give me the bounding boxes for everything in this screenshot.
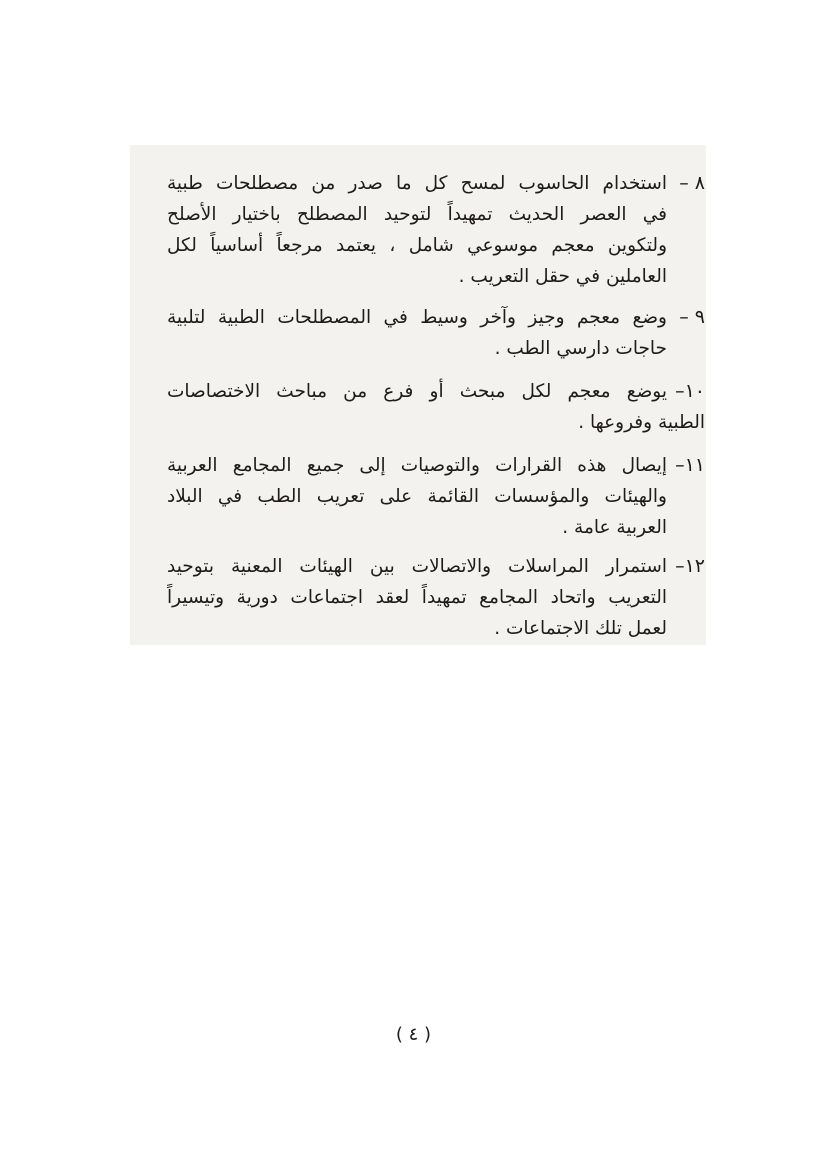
- text-line: استمرار المراسلات والاتصالات بين الهيئات المعنية بتوحيد: [167, 556, 667, 577]
- text-line: الطبية وفروعها .: [578, 412, 705, 433]
- item-number: ١٠–: [675, 380, 705, 402]
- text-line: والهيئات والمؤسسات القائمة على تعريب الطب في البلاد: [167, 486, 667, 507]
- text-line: العاملين في حقل التعريب .: [458, 266, 667, 287]
- recommendation-11: [167, 450, 705, 543]
- item-number: ١٢–: [675, 555, 705, 577]
- item-number: ٩ –: [679, 306, 705, 328]
- text-line: استخدام الحاسوب لمسح كل ما صدر من مصطلحات طبية: [167, 173, 667, 194]
- recommendation-9: [167, 302, 705, 364]
- recommendation-12: [167, 551, 705, 644]
- text-line: حاجات دارسي الطب .: [494, 338, 667, 359]
- item-number: ٨ –: [679, 172, 705, 194]
- recommendation-8: [167, 168, 705, 292]
- text-line: العربية عامة .: [562, 517, 667, 538]
- text-line: لعمل تلك الاجتماعات .: [494, 618, 667, 639]
- text-line: وضع معجم وجيز وآخر وسيط في المصطلحات الطبية لتلبية: [167, 307, 667, 328]
- text-line: إيصال هذه القرارات والتوصيات إلى جميع المجامع العربية: [167, 455, 667, 476]
- text-line: التعريب واتحاد المجامع تمهيداً لعقد اجتماعات دورية وتيسيراً: [167, 587, 667, 608]
- text-line: ولتكوين معجم موسوعي شامل ، يعتمد مرجعاً أساسياً لكل: [167, 235, 667, 256]
- text-line: في العصر الحديث تمهيداً لتوحيد المصطلح باختيار الأصلح: [167, 204, 667, 225]
- item-number: ١١–: [675, 454, 705, 476]
- page-number: ( ٤ ): [395, 1024, 432, 1045]
- text-line: يوضع معجم لكل مبحث أو فرع من مباحث الاختصاصات: [167, 381, 667, 402]
- recommendation-10: [167, 376, 705, 438]
